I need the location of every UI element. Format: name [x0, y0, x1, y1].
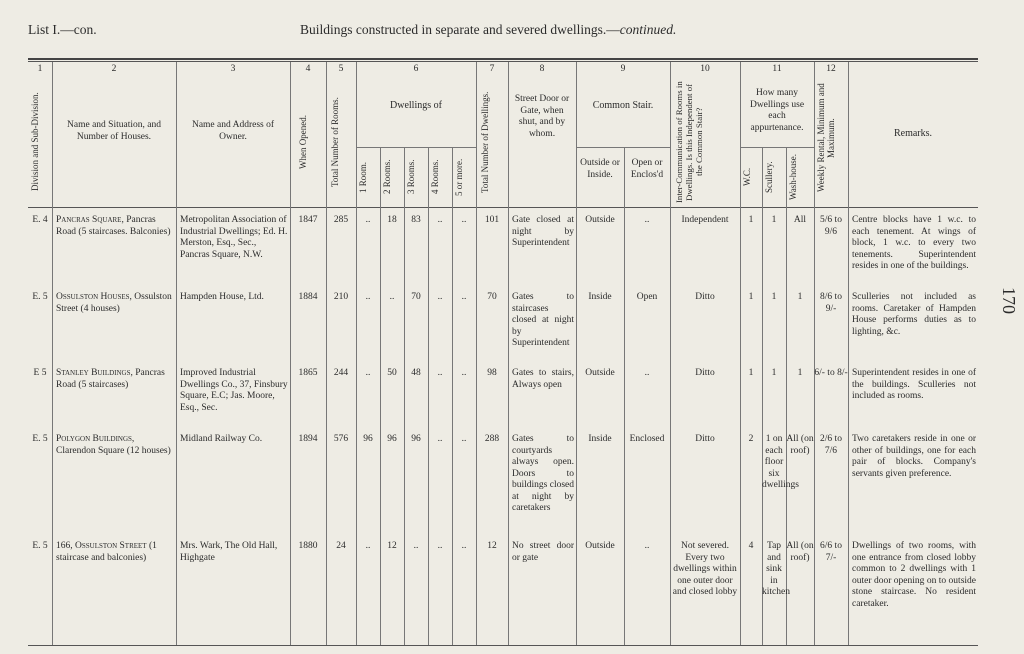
- cell-stair-open: Enclosed: [629, 434, 665, 444]
- cell-d5: ..: [461, 434, 467, 444]
- cell-wash: 1: [797, 292, 803, 302]
- cell-stair-out: Outside: [585, 541, 615, 551]
- cell-rooms: 210: [333, 292, 349, 302]
- header-d5: 5 or more.: [454, 158, 464, 196]
- header-intercommunication: Inter-Communication of Rooms in Dwellings. Is this Independent of the Common Stair?: [674, 81, 704, 203]
- header-d2: 2 Rooms.: [382, 159, 392, 195]
- cell-wash: 1: [797, 368, 803, 378]
- cell-stair-open: ..: [644, 215, 650, 225]
- col-divider: [740, 62, 741, 645]
- cell-stair-out: Outside: [585, 368, 615, 378]
- building-location: Clarendon Square (12 houses): [56, 445, 171, 456]
- cell-rental: 2/6 to 7/6: [820, 434, 842, 456]
- cell-wc: 2: [748, 434, 754, 444]
- header-wc: W.C.: [742, 167, 752, 187]
- header-street-door: Street Door or Gate, when shut, and by whom.: [514, 94, 570, 139]
- cell-d1: ..: [365, 215, 371, 225]
- cell-rental: 5/6 to 9/6: [820, 215, 842, 237]
- cell-d4: ..: [437, 434, 443, 444]
- cell-remarks: Two caretakers reside in one or other of buildings, one for each pair of blocks. Company's servants given preference.: [852, 434, 976, 479]
- header-wash-house: Wash-house.: [788, 154, 798, 201]
- cell-stair-open: ..: [644, 541, 650, 551]
- cell-stair-open: ..: [644, 368, 650, 378]
- cell-opened: 1847: [298, 215, 318, 225]
- header-weekly-rental: Weekly Rental, Minimum and Maximum.: [816, 83, 836, 193]
- cell-owner: Hampden House, Ltd.: [180, 292, 264, 302]
- header-d3: 3 Rooms.: [406, 159, 416, 195]
- col-divider: [356, 62, 357, 645]
- cell-intercom: Ditto: [695, 434, 715, 444]
- cell-d2: ..: [389, 292, 395, 302]
- cell-div: E. 5: [32, 434, 48, 444]
- cell-div: E. 5: [32, 541, 48, 551]
- cell-total: 98: [487, 368, 497, 378]
- page-title: [300, 22, 676, 38]
- cell-name: [56, 292, 172, 315]
- header-scullery: Scullery.: [764, 161, 774, 193]
- header-bottom-rule: [28, 207, 978, 208]
- cell-name: [56, 368, 172, 391]
- cell-wc: 1: [748, 368, 754, 378]
- building-location: Pancras Road (5 staircases): [56, 368, 165, 390]
- col-divider: [576, 62, 577, 645]
- cell-scullery: 1: [771, 215, 777, 225]
- cell-d4: ..: [437, 215, 443, 225]
- cell-total: 12: [487, 541, 497, 551]
- cell-stair-out: Outside: [585, 215, 615, 225]
- cell-stair-open: Open: [636, 292, 658, 302]
- cell-d1: ..: [365, 368, 371, 378]
- subheader-rule: [356, 147, 476, 148]
- cell-d3: 96: [411, 434, 421, 444]
- cell-scullery: 1: [771, 292, 777, 302]
- cell-wash: All (on roof): [786, 434, 814, 456]
- list-label: List I.—con.: [28, 22, 97, 37]
- cell-d1: ..: [365, 541, 371, 551]
- cell-scullery: Tap and sink in kitchen: [762, 541, 790, 597]
- cell-owner: Mrs. Wark, The Old Hall, Highgate: [180, 541, 278, 563]
- col-number: 6: [413, 64, 419, 74]
- col-number: 3: [230, 64, 236, 74]
- cell-intercom: Ditto: [695, 368, 715, 378]
- col-number: 12: [826, 64, 836, 74]
- cell-div: E. 5: [32, 292, 48, 302]
- cell-d5: ..: [461, 541, 467, 551]
- header-how-many: How many Dwellings use each appurtenance.: [749, 88, 805, 133]
- cell-div: E 5: [33, 368, 47, 378]
- header-opened: When Opened.: [298, 115, 308, 169]
- cell-intercom: Ditto: [695, 292, 715, 302]
- cell-d5: ..: [461, 368, 467, 378]
- table-top-rule-thin: [28, 61, 978, 62]
- cell-d1: 96: [363, 434, 373, 444]
- cell-owner: Metropolitan Association of Industrial Dwellings; Ed. H. Merston, Esq., Sec., Pancras Square, N.W.: [180, 215, 288, 260]
- cell-remarks: Sculleries not included as rooms. Caretaker of Hampden House performs duties as to lighting, &c.: [852, 292, 976, 337]
- col-divider: [848, 62, 849, 645]
- header-d1: 1 Room.: [358, 161, 368, 193]
- building-location: (1 staircase and balconies): [56, 541, 157, 563]
- cell-opened: 1894: [298, 434, 318, 444]
- cell-stair-out: Inside: [588, 434, 612, 444]
- cell-d3: ..: [413, 541, 419, 551]
- header-remarks: Remarks.: [893, 128, 933, 139]
- cell-rooms: 285: [333, 215, 349, 225]
- cell-total: 70: [487, 292, 497, 302]
- header-total-dwellings: Total Number of Dwellings.: [480, 91, 490, 193]
- cell-d1: ..: [365, 292, 371, 302]
- subheader-rule: [576, 147, 670, 148]
- col-number: 11: [772, 64, 782, 74]
- col-number: 1: [37, 64, 43, 74]
- table-bottom-rule: [28, 645, 978, 646]
- header-d4: 4 Rooms.: [430, 159, 440, 195]
- cell-wash: All (on roof): [786, 541, 814, 563]
- cell-street: No street door or gate: [512, 541, 574, 563]
- col-number: 4: [305, 64, 311, 74]
- cell-scullery: 1: [771, 368, 777, 378]
- cell-opened: 1880: [298, 541, 318, 551]
- building-name: Ossulston Houses,: [56, 292, 132, 302]
- cell-d5: ..: [461, 215, 467, 225]
- subheader-rule: [740, 147, 814, 148]
- cell-rental: 8/6 to 9/-: [820, 292, 842, 314]
- building-name: 166, Ossulston Street: [56, 541, 147, 551]
- header-name: Name and Situation, and Number of Houses.: [67, 120, 161, 142]
- cell-d2: 18: [387, 215, 397, 225]
- table-top-rule: [28, 58, 978, 60]
- header-outside-inside: Outside or Inside.: [580, 158, 620, 180]
- header-division: Division and Sub-Division.: [30, 92, 40, 192]
- cell-d4: ..: [437, 368, 443, 378]
- cell-d4: ..: [437, 292, 443, 302]
- col-divider: [290, 62, 291, 645]
- col-divider: [326, 62, 327, 645]
- title-main: Buildings constructed in separate and severed dwellings.—: [300, 22, 620, 37]
- title-continued: continued.: [619, 22, 677, 37]
- cell-d4: ..: [437, 541, 443, 551]
- cell-street: Gates to stairs, Always open: [512, 368, 574, 390]
- cell-name: [56, 541, 172, 564]
- header-open-enclosed: Open or Enclos'd: [630, 158, 664, 180]
- cell-name: [56, 215, 172, 238]
- cell-wc: 1: [748, 292, 754, 302]
- cell-d3: 48: [411, 368, 421, 378]
- building-location: Pancras Road (5 staircases. Balconies): [56, 215, 171, 237]
- col-number: 10: [700, 64, 710, 74]
- cell-remarks: Centre blocks have 1 w.c. to each tenement. At wings of block, 1 w.c. to every two tenements. Superintendent resides in one of the buildings.: [852, 215, 976, 271]
- cell-wash: All: [793, 215, 807, 225]
- page-number: 170: [999, 287, 1019, 314]
- cell-d2: 12: [387, 541, 397, 551]
- col-divider: [508, 62, 509, 645]
- header-rooms: Total Number of Rooms.: [330, 97, 340, 187]
- building-name: Polygon Buildings,: [56, 434, 135, 444]
- col-divider: [52, 62, 53, 645]
- cell-opened: 1884: [298, 292, 318, 302]
- cell-name: [56, 434, 172, 457]
- cell-d3: 83: [411, 215, 421, 225]
- building-location: Ossulston Street (4 houses): [56, 292, 172, 314]
- cell-remarks: Superintendent resides in one of the buildings. Sculleries not included as rooms.: [852, 368, 976, 401]
- col-number: 9: [620, 64, 626, 74]
- cell-owner: Improved Industrial Dwellings Co., 37, Finsbury Square, E.C; Jas. Moore, Esq., Sec.: [180, 368, 288, 413]
- cell-stair-out: Inside: [588, 292, 612, 302]
- cell-wc: 4: [748, 541, 754, 551]
- building-name: Pancras Square,: [56, 215, 124, 225]
- col-number: 2: [111, 64, 117, 74]
- cell-street: Gates to staircases closed at night by Superintendent: [512, 292, 574, 348]
- building-name: Stanley Buildings,: [56, 368, 133, 378]
- col-number: 7: [489, 64, 495, 74]
- col-number: 5: [338, 64, 344, 74]
- cell-rooms: 244: [333, 368, 349, 378]
- cell-d5: ..: [461, 292, 467, 302]
- header-owner: Name and Address of Owner.: [191, 120, 275, 142]
- col-divider: [176, 62, 177, 645]
- cell-d2: 50: [387, 368, 397, 378]
- cell-intercom: Not severed. Every two dwellings within one outer door and closed lobby: [672, 541, 738, 597]
- cell-rental: 6/- to 8/-: [814, 368, 848, 378]
- cell-scullery: 1 on each floor six dwellings: [762, 434, 799, 490]
- cell-street: Gate closed at night by Superintendent: [512, 215, 574, 248]
- cell-intercom: Independent: [681, 215, 729, 225]
- cell-div: E. 4: [32, 215, 48, 225]
- cell-rental: 6/6 to 7/-: [820, 541, 842, 563]
- cell-rooms: 24: [336, 541, 346, 551]
- cell-d3: 70: [411, 292, 421, 302]
- col-number: 8: [539, 64, 545, 74]
- header-dwellings-of: Dwellings of: [390, 100, 442, 111]
- cell-total: 101: [484, 215, 500, 225]
- cell-opened: 1865: [298, 368, 318, 378]
- col-divider: [670, 62, 671, 645]
- cell-remarks: Dwellings of two rooms, with one entrance from closed lobby common to 2 dwellings with 1 outer door opening on to outside stone staircase. No resident caretaker.: [852, 541, 976, 609]
- cell-total: 288: [484, 434, 500, 444]
- cell-wc: 1: [748, 215, 754, 225]
- cell-rooms: 576: [333, 434, 349, 444]
- cell-d2: 96: [387, 434, 397, 444]
- cell-owner: Midland Railway Co.: [180, 434, 263, 444]
- cell-street: Gates to courtyards always open. Doors to buildings closed at night by caretakers: [512, 434, 575, 513]
- header-common-stair: Common Stair.: [592, 100, 654, 111]
- col-divider: [476, 62, 477, 645]
